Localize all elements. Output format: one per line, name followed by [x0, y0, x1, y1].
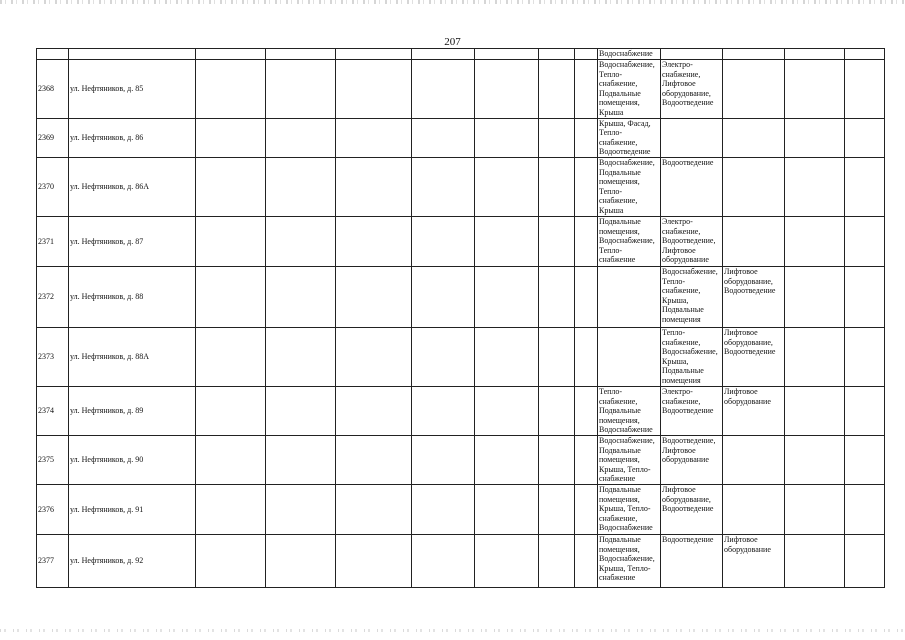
cell [575, 266, 598, 327]
cell [196, 118, 266, 157]
cell-works-period-3 [723, 484, 785, 534]
cell-address: ул. Нефтяников, д. 88 [69, 266, 196, 327]
cell [266, 49, 336, 60]
cell-works-period-2: Тепло- снабжение, Водоснабжение, Крыша, Подвальные помещения [661, 327, 723, 386]
cell [196, 60, 266, 119]
cell [785, 118, 845, 157]
cell [266, 266, 336, 327]
cell-num: 2370 [37, 157, 69, 216]
cell [475, 484, 539, 534]
cell-works-period-3 [723, 435, 785, 484]
scan-noise-top [0, 0, 905, 4]
cell [196, 266, 266, 327]
cell [475, 386, 539, 435]
cell-num: 2377 [37, 534, 69, 587]
cell-works-period-1: Водоснабжение [598, 49, 661, 60]
cell-num: 2372 [37, 266, 69, 327]
cell [475, 534, 539, 587]
cell [845, 484, 885, 534]
cell [412, 60, 475, 119]
cell-works-period-1: Водоснабжение, Тепло- снабжение, Подвальные помещения, Крыша [598, 60, 661, 119]
cell [785, 49, 845, 60]
cell [575, 327, 598, 386]
table-row [37, 157, 885, 216]
cell [475, 327, 539, 386]
cell [412, 266, 475, 327]
cell-works-period-2 [661, 118, 723, 157]
cell-works-period-1: Тепло- снабжение, Подвальные помещения, Водоснабжение [598, 386, 661, 435]
cell [266, 216, 336, 266]
cell [785, 216, 845, 266]
cell [196, 534, 266, 587]
cell-address: ул. Нефтяников, д. 88А [69, 327, 196, 386]
cell [575, 386, 598, 435]
cell [336, 435, 412, 484]
cell-address: ул. Нефтяников, д. 91 [69, 484, 196, 534]
cell-works-period-2: Электро- снабжение, Лифтовое оборудование, Водоотведение [661, 60, 723, 119]
cell [336, 157, 412, 216]
cell-works-period-2: Водоснабжение, Тепло- снабжение, Крыша, Подвальные помещения [661, 266, 723, 327]
cell [196, 157, 266, 216]
cell [412, 484, 475, 534]
cell [785, 534, 845, 587]
cell-works-period-1 [598, 327, 661, 386]
cell [785, 386, 845, 435]
cell [412, 435, 475, 484]
cell [336, 216, 412, 266]
cell-works-period-3: Лифтовое оборудование [723, 534, 785, 587]
cell [475, 266, 539, 327]
cell-address: ул. Нефтяников, д. 86А [69, 157, 196, 216]
cell-address [69, 49, 196, 60]
cell [575, 118, 598, 157]
cell-address: ул. Нефтяников, д. 87 [69, 216, 196, 266]
cell-works-period-1: Подвальные помещения, Водоснабжение, Крыша, Тепло- снабжение [598, 534, 661, 587]
cell [266, 484, 336, 534]
cell [266, 534, 336, 587]
cell [412, 216, 475, 266]
cell-works-period-1 [598, 266, 661, 327]
cell [575, 49, 598, 60]
cell [575, 60, 598, 119]
cell [196, 386, 266, 435]
cell [845, 60, 885, 119]
cell [196, 327, 266, 386]
cell [539, 484, 575, 534]
table-row-continuation [37, 49, 885, 60]
cell [412, 118, 475, 157]
cell [845, 118, 885, 157]
cell [412, 327, 475, 386]
cell-address: ул. Нефтяников, д. 89 [69, 386, 196, 435]
cell [845, 386, 885, 435]
cell-works-period-3: Лифтовое оборудование [723, 386, 785, 435]
cell [196, 49, 266, 60]
cell [785, 484, 845, 534]
cell [723, 49, 785, 60]
cell [575, 216, 598, 266]
cell-works-period-2: Лифтовое оборудование, Водоотведение [661, 484, 723, 534]
cell-works-period-1: Водоснабжение, Подвальные помещения, Крыша, Тепло- снабжение [598, 435, 661, 484]
cell [266, 435, 336, 484]
table-row [37, 266, 885, 327]
cell [412, 534, 475, 587]
cell-works-period-3 [723, 157, 785, 216]
table-row [37, 534, 885, 587]
cell [785, 266, 845, 327]
cell [266, 386, 336, 435]
table-row [37, 484, 885, 534]
cell [475, 216, 539, 266]
cell [785, 435, 845, 484]
cell [845, 327, 885, 386]
cell [266, 327, 336, 386]
cell-works-period-1: Подвальные помещения, Водоснабжение, Тепло- снабжение [598, 216, 661, 266]
cell [475, 49, 539, 60]
cell [845, 534, 885, 587]
register-table [36, 48, 885, 588]
cell [785, 60, 845, 119]
cell-address: ул. Нефтяников, д. 85 [69, 60, 196, 119]
cell [266, 60, 336, 119]
cell-works-period-3 [723, 60, 785, 119]
cell [412, 49, 475, 60]
cell [266, 157, 336, 216]
cell [336, 60, 412, 119]
cell [539, 49, 575, 60]
cell [266, 118, 336, 157]
cell [575, 534, 598, 587]
cell-works-period-2: Электро- снабжение, Водоотведение [661, 386, 723, 435]
cell-address: ул. Нефтяников, д. 86 [69, 118, 196, 157]
cell [539, 386, 575, 435]
cell [539, 60, 575, 119]
cell-works-period-2: Электро- снабжение, Водоотведение, Лифтовое оборудование [661, 216, 723, 266]
cell-num: 2369 [37, 118, 69, 157]
cell-num: 2373 [37, 327, 69, 386]
cell [661, 49, 723, 60]
cell-works-period-1: Крыша, Фасад, Тепло- снабжение, Водоотведение [598, 118, 661, 157]
cell [196, 484, 266, 534]
cell [575, 484, 598, 534]
cell [785, 327, 845, 386]
cell-num [37, 49, 69, 60]
cell-num: 2371 [37, 216, 69, 266]
cell-works-period-3 [723, 216, 785, 266]
cell [336, 386, 412, 435]
cell-num: 2368 [37, 60, 69, 119]
cell [845, 266, 885, 327]
cell [575, 157, 598, 216]
cell [336, 266, 412, 327]
cell-works-period-2: Водоотведение [661, 534, 723, 587]
cell [575, 435, 598, 484]
cell [539, 266, 575, 327]
cell-works-period-1: Водоснабжение, Подвальные помещения, Тепло- снабжение, Крыша [598, 157, 661, 216]
cell [196, 435, 266, 484]
cell [845, 157, 885, 216]
table-row [37, 327, 885, 386]
table-row [37, 118, 885, 157]
cell [845, 49, 885, 60]
cell-num: 2374 [37, 386, 69, 435]
cell-works-period-3: Лифтовое оборудование, Водоотведение [723, 327, 785, 386]
cell [539, 118, 575, 157]
cell-address: ул. Нефтяников, д. 92 [69, 534, 196, 587]
cell-works-period-1: Подвальные помещения, Крыша, Тепло- снабжение, Водоснабжение [598, 484, 661, 534]
cell [336, 49, 412, 60]
cell [412, 386, 475, 435]
cell-address: ул. Нефтяников, д. 90 [69, 435, 196, 484]
cell [336, 534, 412, 587]
cell [336, 484, 412, 534]
table-row [37, 60, 885, 119]
scan-noise-bottom [0, 629, 905, 632]
cell [539, 216, 575, 266]
cell [196, 216, 266, 266]
cell [475, 118, 539, 157]
cell [475, 157, 539, 216]
cell [412, 157, 475, 216]
cell-works-period-3 [723, 118, 785, 157]
cell [475, 435, 539, 484]
cell [539, 327, 575, 386]
cell [845, 435, 885, 484]
cell [539, 534, 575, 587]
table-row [37, 216, 885, 266]
cell [336, 327, 412, 386]
cell-works-period-3: Лифтовое оборудование, Водоотведение [723, 266, 785, 327]
cell [475, 60, 539, 119]
cell-num: 2376 [37, 484, 69, 534]
cell [785, 157, 845, 216]
page-number: 207 [444, 36, 461, 48]
table-row [37, 435, 885, 484]
cell-num: 2375 [37, 435, 69, 484]
cell [336, 118, 412, 157]
cell [539, 435, 575, 484]
cell [845, 216, 885, 266]
table-row [37, 386, 885, 435]
cell [539, 157, 575, 216]
cell-works-period-2: Водоотведение, Лифтовое оборудование [661, 435, 723, 484]
cell-works-period-2: Водоотведение [661, 157, 723, 216]
